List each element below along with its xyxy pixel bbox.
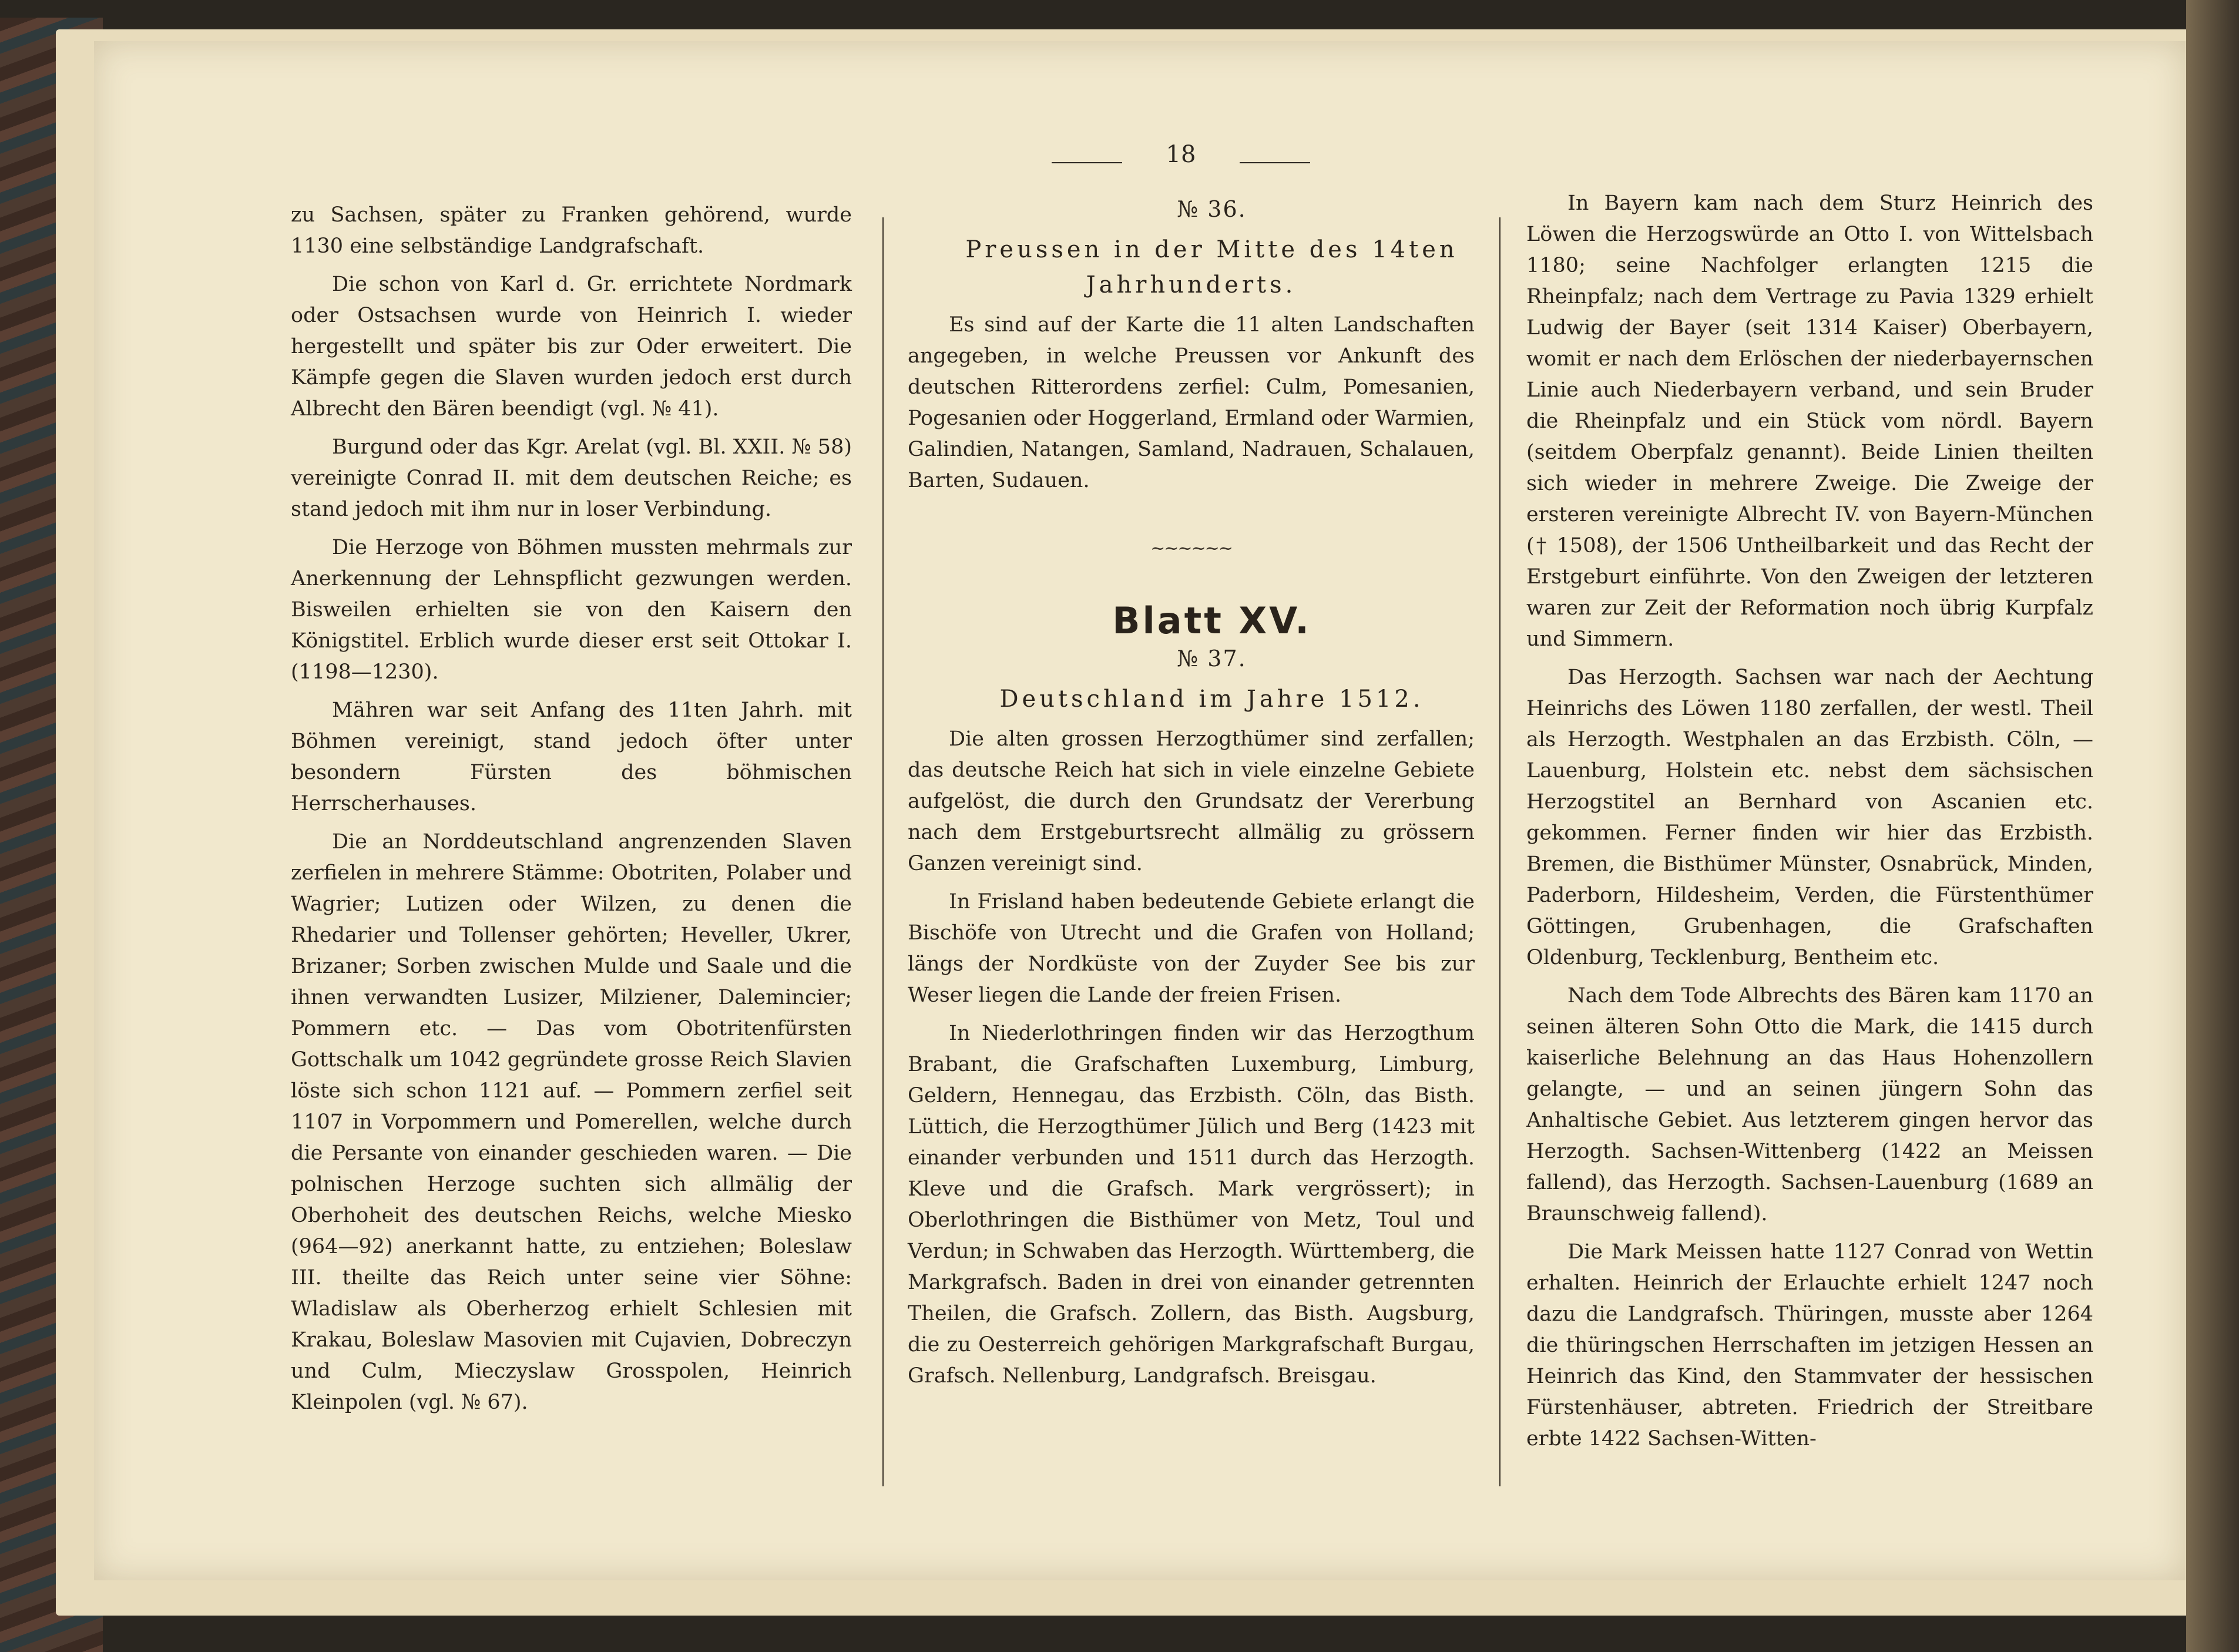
ornament-divider: ~~~~~~ bbox=[1150, 538, 1232, 559]
paragraph: Die Mark Meissen hatte 1127 Conrad von Wettin erhalten. Heinrich der Erlauchte erhielt 1247 noch dazu die Landgrafsch. Thüringen, musste aber 1264 die thüringschen Herrschaften im jetzigen Hessen an Heinrich das Kind, den Stammvater der hessischen Fürstenhäuser, abtreten. Friedrich der Streitbare erbte 1422 Sachsen-Witten- bbox=[1526, 1240, 2093, 1450]
sheet-heading: Blatt XV. bbox=[1112, 599, 1311, 642]
section-number-36: № 36. bbox=[1177, 196, 1247, 222]
paragraph: Das Herzogth. Sachsen war nach der Aechtung Heinrichs des Löwen 1180 zerfallen, der westl. Theil als Herzogth. Westphalen an das Erzbisth. Cöln, — Lauenburg, Holstein etc. nebst dem sächsischen Herzogstitel an Bernhard von Ascanien etc. gekommen. Ferner finden wir hier das Erzbisth. Bremen, die Bisthümer Münster, Osnabrück, Minden, Paderborn, Hildesheim, Verden, die Fürstenthümer Göttingen, Grubenhagen, die Grafschaften Oldenburg, Tecklenburg, Bentheim etc. bbox=[1526, 666, 2093, 969]
section-number-37: № 37. bbox=[1177, 646, 1247, 671]
paragraph: Mähren war seit Anfang des 11ten Jahrh. mit Böhmen vereinigt, stand jedoch öfter unter besondern Fürsten des böhmischen Herrscherhauses. bbox=[291, 699, 852, 815]
paragraph: Burgund oder das Kgr. Arelat (vgl. Bl. XXII. № 58) vereinigte Conrad II. mit dem deutschen Reiche; es stand jedoch mit ihm nur in loser Verbindung. bbox=[291, 435, 852, 521]
paragraph: Die schon von Karl d. Gr. errichtete Nordmark oder Ostsachsen wurde von Heinrich I. wieder hergestellt und später bis zur Oder erweitert. Die Kämpfe gegen die Slaven wurden jedoch erst durch Albrecht den Bären beendigt (vgl. № 41). bbox=[291, 273, 852, 421]
paragraph: Nach dem Tode Albrechts des Bären kam 1170 an seinen älteren Sohn Otto die Mark, die 1415 durch kaiserliche Belehnung an das Haus Hohenzollern gelangte, — und an seinen jüngern Sohn das Anhaltische Gebiet. Aus letzterem gingen hervor das Herzogth. Sachsen-Wittenberg (1422 an Meissen fallend), das Herzogth. Sachsen-Lauenburg (1689 an Braunschweig fallend). bbox=[1526, 984, 2093, 1225]
section-title-37: Deutschland im Jahre 1512. bbox=[999, 686, 1424, 713]
paragraph: In Frisland haben bedeutende Gebiete erlangt die Bischöfe von Utrecht und die Grafen von Holland; längs der Nordküste von der Zuyder See bis zur Weser liegen die Lande der freien Frisen. bbox=[908, 890, 1475, 1007]
paragraph: In Niederlothringen finden wir das Herzogthum Brabant, die Grafschaften Luxemburg, Limburg, Geldern, Hennegau, das Erzbisth. Cöln, das Bisth. Lüttich, die Herzogthümer Jülich und Berg (1423 mit einander verbunden und 1511 durch das Herzogth. Kleve und die Grafsch. Mark vergrössert); in Oberlothringen die Bisthümer von Metz, Toul und Verdun; in Schwaben das Herzogth. Württemberg, die Markgrafsch. Baden in drei von einander getrennten Theilen, die Grafsch. Zollern, das Bisth. Augsburg, die zu Oesterreich gehörigen Markgrafschaft Burgau, Grafsch. Nellenburg, Landgrafsch. Breisgau. bbox=[908, 1022, 1475, 1388]
column-right bbox=[1526, 188, 2093, 1462]
paragraph: Es sind auf der Karte die 11 alten Landschaften angegeben, in welche Preussen vor Ankunft des deutschen Ritterordens zerfiel: Culm, Pomesanien, Pogesanien oder Hoggerland, Ermland oder Warmien, Galindien, Natangen, Samland, Nadrauen, Schalauen, Barten, Sudauen. bbox=[908, 313, 1475, 492]
column-left bbox=[291, 200, 852, 1425]
column-middle bbox=[908, 194, 1475, 1399]
column-divider-1 bbox=[882, 217, 884, 1486]
paragraph: In Bayern kam nach dem Sturz Heinrich des Löwen die Herzogswürde an Otto I. von Wittelsbach 1180; seine Nachfolger erlangten 1215 die Rheinpfalz; nach dem Vertrage zu Pavia 1329 erhielt Ludwig der Bayer (seit 1314 Kaiser) Oberbayern, womit er nach dem Erlöschen der niederbayernschen Linie auch Niederbayern verband, und sein Bruder die Rheinpfalz und ein Stück vom nördl. Bayern (seitdem Oberpfalz genannt). Beide Linien theilten sich wieder in mehrere Zweige. Die Zweige der ersteren vereinigte Albrecht IV. von Bayern-München († 1508), der 1506 Untheilbarkeit und das Recht der Erstgeburt einführte. Von den Zweigen der letzteren waren zur Zeit der Reformation noch übrig Kurpfalz und Simmern. bbox=[1526, 192, 2093, 651]
paragraph: zu Sachsen, später zu Franken gehörend, wurde 1130 eine selbständige Landgrafschaft. bbox=[291, 203, 852, 258]
paragraph: Die alten grossen Herzogthümer sind zerfallen; das deutsche Reich hat sich in viele einzelne Gebiete aufgelöst, die durch den Grundsatz der Vererbung nach dem Erstgeburtsrecht allmälig zu grössern Ganzen vereinigt sind. bbox=[908, 727, 1475, 875]
column-divider-2 bbox=[1499, 217, 1501, 1486]
book-spine-right bbox=[2186, 0, 2239, 1652]
section-title-36: Preussen in der Mitte des 14ten Jahrhunderts. bbox=[965, 236, 1458, 298]
paragraph: Die Herzoge von Böhmen mussten mehrmals zur Anerkennung der Lehnspflicht gezwungen werden. Bisweilen erhielten sie von den Kaisern den Königstitel. Erblich wurde dieser erst seit Ottokar I. (1198—1230). bbox=[291, 536, 852, 684]
paragraph: Die an Norddeutschland angrenzenden Slaven zerfielen in mehrere Stämme: Obotriten, Polaber und Wagrier; Lutizen oder Wilzen, zu denen die Rhedarier und Tollenser gehörten; Heveller, Ukrer, Brizaner; Sorben zwischen Mulde und Saale und die ihnen verwandten Lusizer, Milziener, Dalemincier; Pommern etc. — Das vom Obotritenfürsten Gottschalk um 1042 gegründete grosse Reich Slavien löste sich schon 1121 auf. — Pommern zerfiel seit 1107 in Vorpommern und Pomerellen, welche durch die Persante von einander geschieden waren. — Die polnischen Herzoge suchten sich allmälig der Oberhoheit des deutschen Reichs, welche Miesko (964—92) anerkannt hatte, zu entziehen; Boleslaw III. theilte das Reich unter seine vier Söhne: Wladislaw als Oberherzog erhielt Schlesien mit Krakau, Boleslaw Masovien mit Cujavien, Dobreczyn und Culm, Mieczyslaw Grosspolen, Heinrich Kleinpolen (vgl. № 67). bbox=[291, 830, 852, 1414]
page-number: 18 bbox=[1099, 141, 1263, 168]
